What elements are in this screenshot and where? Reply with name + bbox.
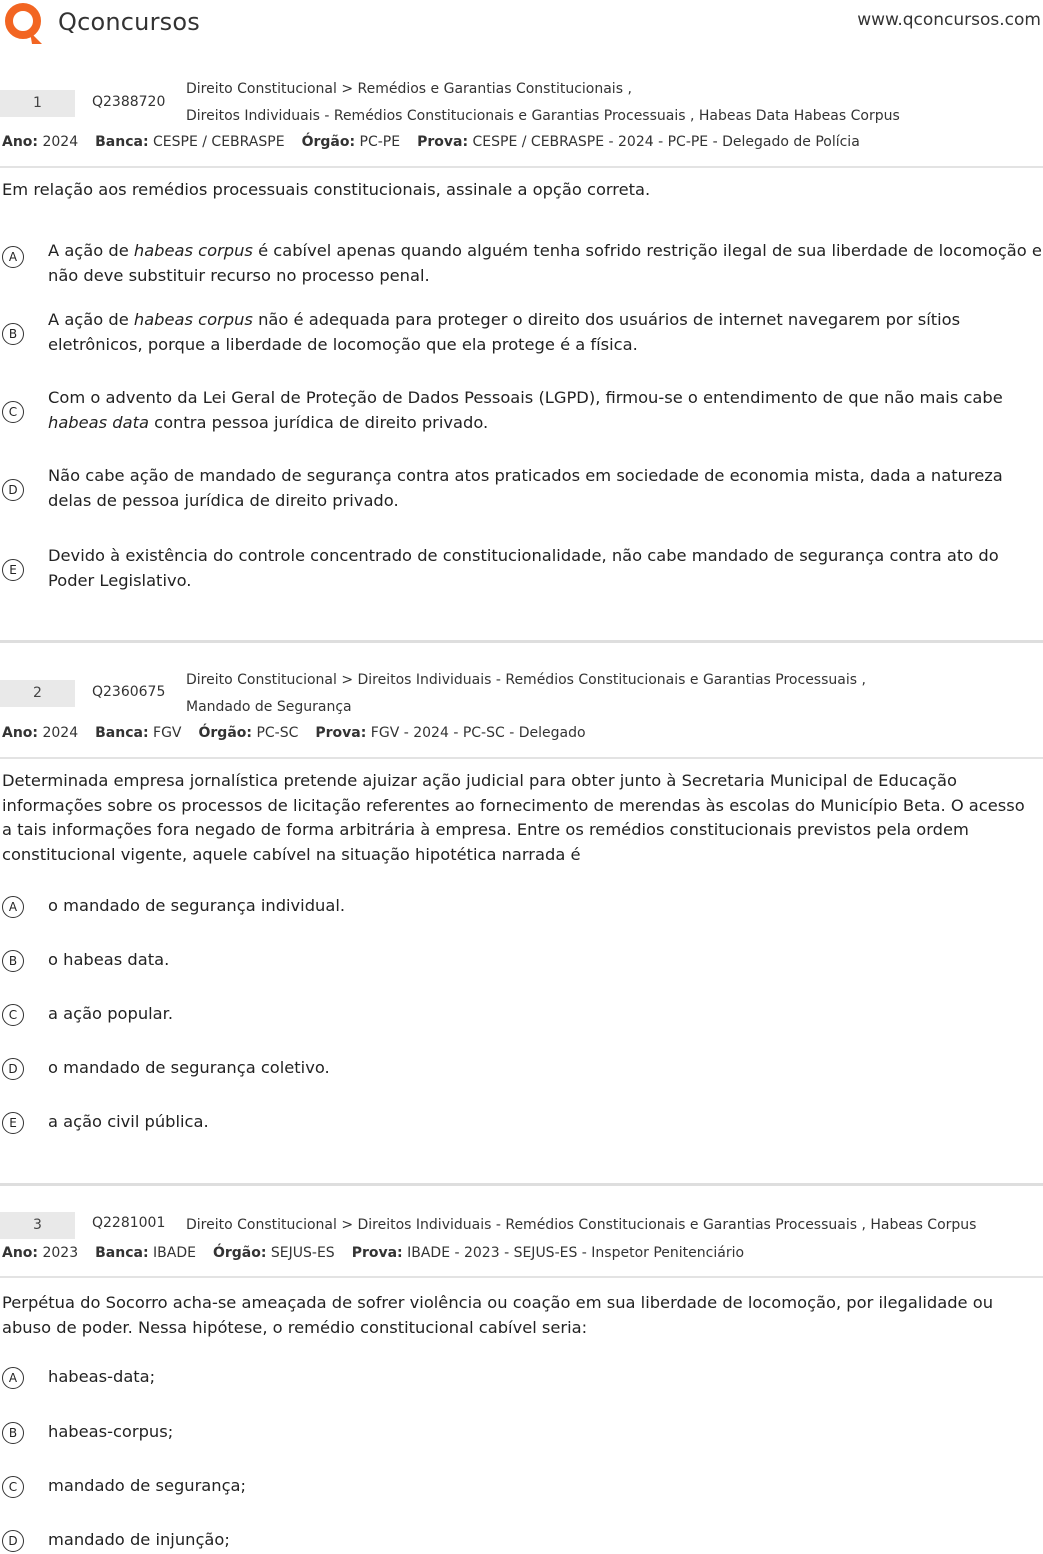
option-letter-b[interactable]: B bbox=[2, 950, 24, 972]
meta-value: FGV - 2024 - PC-SC - Delegado bbox=[366, 725, 586, 741]
option-text-span: contra pessoa jurídica de direito privado. bbox=[148, 412, 489, 432]
question-number: 2 bbox=[0, 680, 75, 707]
question-id[interactable]: Q2360675 bbox=[92, 684, 166, 700]
meta-label: Prova: bbox=[315, 725, 367, 741]
question-statement: Perpétua do Socorro acha-se ameaçada de sofrer violência ou coação em sua liberdade de locomoção, por ilegalidade ou abuso de poder. Nessa hipótese, o remédio constitucional cabível seria: bbox=[2, 1293, 994, 1337]
header-rule bbox=[0, 166, 1043, 168]
subject-line[interactable]: Mandado de Segurança bbox=[186, 699, 352, 715]
option-letter-a[interactable]: A bbox=[2, 896, 24, 918]
meta-orgao bbox=[199, 725, 299, 741]
meta-value: IBADE - 2023 - SEJUS-ES - Inspetor Penitenciário bbox=[402, 1245, 745, 1261]
meta-label: Banca: bbox=[95, 725, 149, 741]
option-text-span: o habeas data. bbox=[48, 950, 170, 969]
header-rule bbox=[0, 1276, 1043, 1278]
subject-line[interactable]: Direito Constitucional > Remédios e Garantias Constitucionais , bbox=[186, 81, 632, 97]
qconcursos-logo-icon bbox=[2, 2, 46, 48]
option-letter-b[interactable]: B bbox=[2, 323, 24, 345]
meta-prova bbox=[352, 1245, 744, 1261]
question-divider bbox=[0, 1183, 1043, 1186]
option-text[interactable] bbox=[48, 1528, 1043, 1553]
meta-label: Órgão: bbox=[212, 1245, 267, 1261]
option-text-span: habeas-data; bbox=[48, 1367, 156, 1386]
option-letter-d[interactable]: D bbox=[2, 1058, 24, 1080]
question-statement: Em relação aos remédios processuais constitucionais, assinale a opção correta. bbox=[2, 180, 651, 199]
meta-value: 2024 bbox=[38, 134, 79, 150]
option-letter-a[interactable]: A bbox=[2, 1367, 24, 1389]
option-text-span: habeas-corpus; bbox=[48, 1422, 174, 1441]
option-text-span: o mandado de segurança individual. bbox=[48, 896, 346, 915]
option-text-span: Não cabe ação de mandado de segurança contra atos praticados em sociedade de economia mista, dada a natureza delas de pessoa jurídica de direito privado. bbox=[48, 466, 1003, 510]
question-id[interactable]: Q2281001 bbox=[92, 1215, 166, 1231]
option-text-span: Devido à existência do controle concentrado de constitucionalidade, não cabe mandado de segurança contra ato do Poder Legislativo. bbox=[48, 546, 999, 590]
meta-banca bbox=[95, 1245, 196, 1261]
option-text-span: o mandado de segurança coletivo. bbox=[48, 1058, 330, 1077]
option-text-span: A ação de bbox=[48, 241, 134, 260]
option-letter-c[interactable]: C bbox=[2, 1476, 24, 1498]
brand-name: Qconcursos bbox=[58, 8, 200, 36]
option-text[interactable] bbox=[48, 544, 1043, 593]
subject-breadcrumb bbox=[186, 667, 866, 721]
meta-orgao bbox=[302, 134, 401, 150]
option-letter-e[interactable]: E bbox=[2, 559, 24, 581]
question-divider bbox=[0, 640, 1043, 643]
meta-ano bbox=[2, 1245, 78, 1261]
subject-breadcrumb bbox=[186, 1212, 976, 1239]
option-letter-c[interactable]: C bbox=[2, 1004, 24, 1026]
question-meta bbox=[2, 1245, 761, 1261]
meta-prova bbox=[315, 725, 585, 741]
meta-label: Ano: bbox=[2, 725, 39, 741]
meta-banca bbox=[95, 725, 181, 741]
question-statement: Determinada empresa jornalística pretende ajuizar ação judicial para obter junto à Secretaria Municipal de Educação informações sobre os processos de licitação referentes ao fornecimento de merendas às escolas do Município Beta. O acesso a tais informações fora negado de forma arbitrária à empresa. Entre os remédios constitucionais previstos pela ordem constitucional vigente, aquele cabível na situação hipotética narrada é bbox=[2, 771, 1025, 864]
meta-label: Órgão: bbox=[198, 725, 252, 741]
meta-value: SEJUS-ES bbox=[266, 1245, 335, 1261]
option-letter-e[interactable]: E bbox=[2, 1112, 24, 1134]
option-text-span: a ação civil pública. bbox=[48, 1112, 209, 1131]
subject-line[interactable]: Direitos Individuais - Remédios Constitucionais e Garantias Processuais , Habeas Data Habeas Corpus bbox=[186, 108, 900, 124]
meta-value: CESPE / CEBRASPE bbox=[148, 134, 285, 150]
meta-value: FGV bbox=[148, 725, 182, 741]
meta-orgao bbox=[213, 1245, 335, 1261]
meta-value: PC-SC bbox=[252, 725, 299, 741]
option-letter-c[interactable]: C bbox=[2, 401, 24, 423]
option-text-italic: habeas corpus bbox=[133, 241, 253, 260]
question-meta bbox=[2, 134, 877, 150]
meta-value: CESPE / CEBRASPE - 2024 - PC-PE - Delegado de Polícia bbox=[468, 134, 860, 150]
option-text[interactable] bbox=[48, 464, 1043, 513]
option-text[interactable] bbox=[48, 239, 1043, 288]
meta-value: 2023 bbox=[38, 1245, 79, 1261]
meta-prova bbox=[417, 134, 860, 150]
subject-line[interactable]: Direito Constitucional > Direitos Individuais - Remédios Constitucionais e Garantias Processuais , bbox=[186, 672, 866, 688]
meta-label: Banca: bbox=[95, 1245, 149, 1261]
option-text[interactable] bbox=[48, 386, 1043, 435]
option-text-span: A ação de bbox=[48, 310, 134, 329]
option-letter-d[interactable]: D bbox=[2, 479, 24, 501]
option-text[interactable] bbox=[48, 1365, 1043, 1390]
option-text-italic: habeas corpus bbox=[133, 310, 253, 329]
option-letter-d[interactable]: D bbox=[2, 1530, 24, 1552]
question-number: 1 bbox=[0, 90, 75, 117]
meta-label: Ano: bbox=[2, 134, 39, 150]
option-text[interactable] bbox=[48, 1056, 1043, 1081]
meta-label: Banca: bbox=[95, 134, 149, 150]
meta-label: Órgão: bbox=[301, 134, 356, 150]
option-text[interactable] bbox=[48, 894, 1043, 919]
meta-value: PC-PE bbox=[355, 134, 401, 150]
option-text-italic: habeas data bbox=[48, 412, 149, 432]
meta-ano bbox=[2, 725, 78, 741]
question-meta bbox=[2, 725, 603, 741]
meta-value: IBADE bbox=[148, 1245, 196, 1261]
option-text[interactable] bbox=[48, 1110, 1043, 1135]
option-text-span: é cabível apenas quando alguém tenha sofrido restrição ilegal de sua liberdade de locomoção e não deve substituir recurso no processo penal. bbox=[48, 241, 1042, 285]
meta-ano bbox=[2, 134, 78, 150]
meta-value: 2024 bbox=[38, 725, 79, 741]
question-number: 3 bbox=[0, 1212, 75, 1239]
meta-label: Prova: bbox=[417, 134, 469, 150]
option-text-span: a ação popular. bbox=[48, 1004, 174, 1023]
meta-banca bbox=[95, 134, 284, 150]
meta-label: Prova: bbox=[351, 1245, 403, 1261]
option-text[interactable] bbox=[48, 948, 1043, 973]
option-letter-b[interactable]: B bbox=[2, 1422, 24, 1444]
option-text-span: não é adequada para proteger o direito dos usuários de internet navegarem por sítios eletrônicos, porque a liberdade de locomoção que ela protege é a física. bbox=[48, 310, 961, 354]
option-text-span: mandado de injunção; bbox=[48, 1530, 230, 1549]
site-url[interactable]: www.qconcursos.com bbox=[857, 10, 1041, 30]
header-rule bbox=[0, 757, 1043, 759]
option-text[interactable] bbox=[48, 1420, 1043, 1445]
option-letter-a[interactable]: A bbox=[2, 246, 24, 268]
option-text-span: mandado de segurança; bbox=[48, 1476, 247, 1495]
option-text[interactable] bbox=[48, 308, 1043, 357]
subject-line[interactable]: Direito Constitucional > Direitos Individuais - Remédios Constitucionais e Garantias Processuais , Habeas Corpus bbox=[186, 1217, 977, 1233]
meta-label: Ano: bbox=[2, 1245, 39, 1261]
option-text[interactable] bbox=[48, 1002, 1043, 1027]
option-text-span: Com o advento da Lei Geral de Proteção de Dados Pessoais (LGPD), firmou-se o entendimento de que não mais cabe bbox=[48, 388, 1003, 407]
option-text[interactable] bbox=[48, 1474, 1043, 1499]
page-header bbox=[0, 0, 1043, 48]
subject-breadcrumb bbox=[186, 76, 900, 130]
question-id[interactable]: Q2388720 bbox=[92, 94, 166, 110]
